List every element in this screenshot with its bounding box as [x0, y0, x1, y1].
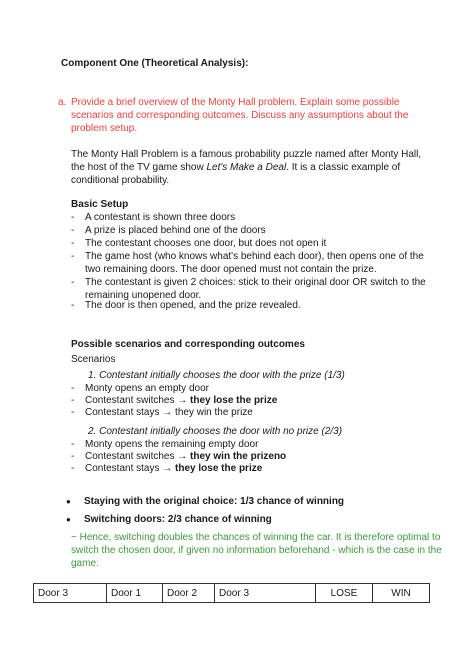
setup-dash-5: - — [71, 277, 75, 288]
intro-line-1: The Monty Hall Problem is a famous probability puzzle named after Monty Hall, — [71, 149, 422, 160]
conclusion-line-2: switch the chosen door, if given no information beforehand - which is the case in the — [71, 545, 442, 556]
setup-line-5b: remaining unopened door. — [85, 290, 202, 301]
s2-dash-1: - — [71, 439, 75, 450]
s2-line-3-outcome: they lose the prize — [172, 463, 263, 474]
setup-dash-1: - — [71, 212, 75, 223]
table-cell: Door 3 — [34, 584, 107, 603]
s2-line-3 — [85, 462, 262, 475]
setup-line-4: The game host (who knows what's behind each door), then opens one of the — [85, 251, 424, 262]
right-arrow-icon: → — [162, 463, 173, 474]
s2-line-1: Monty opens the remaining empty door — [85, 439, 259, 450]
s1-line-3 — [85, 406, 253, 419]
page-heading: Component One (Theoretical Analysis): — [61, 58, 249, 69]
setup-line-4b: two remaining doors. The door opened must not contain the prize. — [85, 264, 377, 275]
setup-dash-4: - — [71, 251, 75, 262]
scenarios-label: Scenarios — [71, 354, 116, 365]
conclusion-line-3: game. — [71, 558, 99, 569]
s1-line-3-text: Contestant stays — [85, 407, 163, 418]
door-outcome-table — [33, 583, 430, 603]
scenarios-title: Possible scenarios and corresponding outcomes — [71, 339, 305, 350]
table-cell: Door 2 — [163, 584, 215, 603]
setup-dash-2: - — [71, 225, 75, 236]
s2-dash-2: - — [71, 451, 75, 462]
right-arrow-icon: → — [177, 451, 188, 462]
table-cell: WIN — [373, 584, 430, 603]
table-cell: Door 3 — [215, 584, 316, 603]
question-line-2: scenarios and corresponding outcomes. Discuss any assumptions about the — [71, 110, 409, 121]
setup-dash-6: - — [71, 300, 75, 311]
table-cell: LOSE — [316, 584, 373, 603]
s1-line-1: Monty opens an empty door — [85, 383, 209, 394]
setup-line-5: The contestant is given 2 choices: stick to their original door OR switch to the — [85, 277, 426, 288]
s2-line-2-outcome: they win the prizeno — [187, 451, 287, 462]
s1-dash-3: - — [71, 407, 75, 418]
s2-line-3-text: Contestant stays — [85, 463, 163, 474]
conclusion-line-1: ~ Hence, switching doubles the chances of winning the car. It is therefore optimal to — [71, 532, 441, 543]
s1-line-3-outcome: they win the prize — [172, 407, 253, 418]
question-line-3: problem setup. — [71, 123, 138, 134]
summary-switching: Switching doors: 2/3 chance of winning — [84, 514, 272, 525]
bullet-icon: ● — [66, 515, 71, 524]
table-cell: Door 1 — [107, 584, 163, 603]
s1-line-2-text: Contestant switches — [85, 395, 178, 406]
question-marker: a. — [58, 97, 67, 108]
s1-dash-2: - — [71, 395, 75, 406]
scenario-2-heading: 2. Contestant initially chooses the door with no prize (2/3) — [88, 426, 343, 437]
s2-dash-3: - — [71, 463, 75, 474]
table-row — [34, 584, 430, 603]
setup-line-2: A prize is placed behind one of the doors — [85, 225, 266, 236]
question-line-1: Provide a brief overview of the Monty Hall problem. Explain some possible — [71, 97, 400, 108]
intro-line-2 — [71, 161, 400, 174]
setup-dash-3: - — [71, 238, 75, 249]
show-title: Let's Make a Deal — [206, 162, 287, 173]
s1-dash-1: - — [71, 383, 75, 394]
basic-setup-title: Basic Setup — [71, 199, 129, 210]
bullet-icon: ● — [66, 497, 71, 506]
intro-line-2-text: the host of the TV game show — [71, 162, 207, 173]
intro-line-3: conditional probability. — [71, 175, 170, 186]
right-arrow-icon: → — [162, 407, 173, 418]
s1-line-2-outcome: they lose the prize — [187, 395, 278, 406]
intro-line-2-post: . It is a classic example of — [286, 162, 401, 173]
scenario-1-heading: 1. Contestant initially chooses the door with the prize (1/3) — [88, 370, 345, 381]
setup-line-1: A contestant is shown three doors — [85, 212, 236, 223]
setup-line-6: The door is then opened, and the prize revealed. — [85, 300, 301, 311]
s2-line-2-text: Contestant switches — [85, 451, 178, 462]
setup-line-3: The contestant chooses one door, but does not open it — [85, 238, 327, 249]
summary-staying: Staying with the original choice: 1/3 chance of winning — [84, 496, 345, 507]
right-arrow-icon: → — [177, 395, 188, 406]
